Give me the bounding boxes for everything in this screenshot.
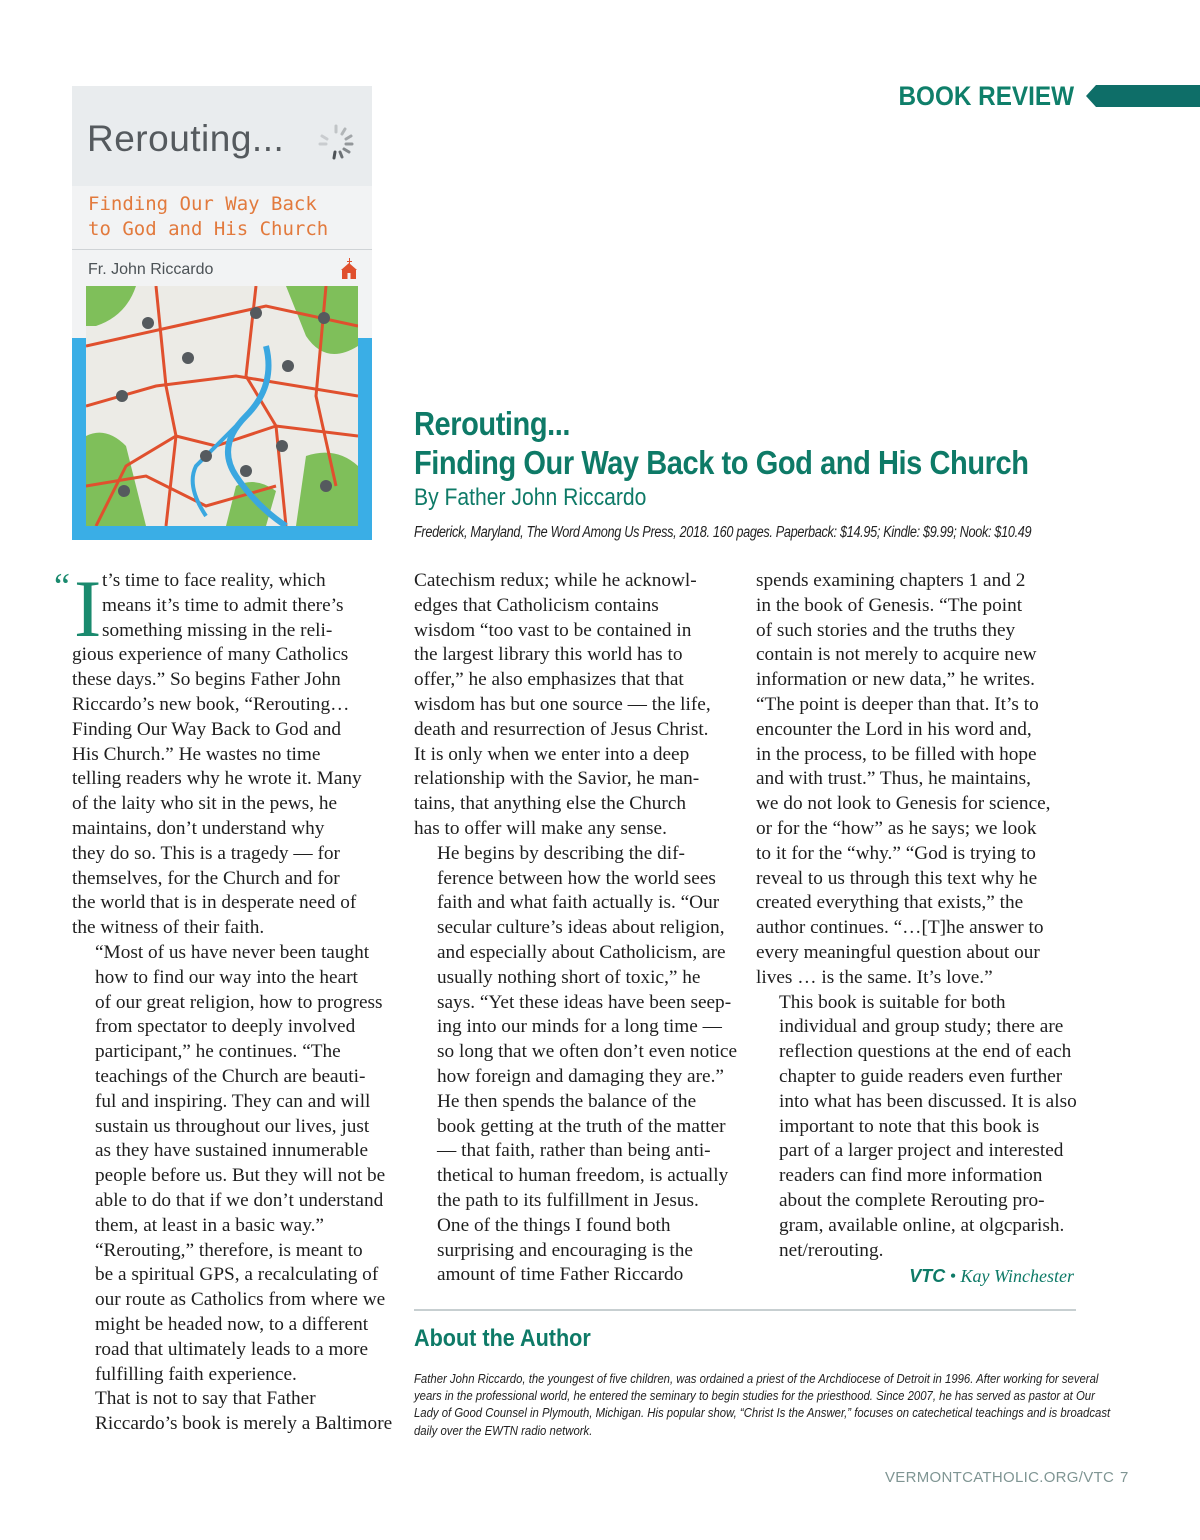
cover-subtitle-line: Finding Our Way Back — [88, 193, 317, 215]
text-line: That is not to say that Father — [95, 1388, 316, 1410]
text-line: death and resurrection of Jesus Christ. — [414, 718, 709, 740]
text-line: important to note that this book is — [779, 1115, 1040, 1137]
text-line: encounter the Lord in his word and, — [756, 718, 1032, 740]
text-line: in the process, to be filled with hope — [756, 743, 1037, 765]
text-line: and especially about Catholicism, are — [437, 941, 726, 963]
about-line: Lady of Good Counsel in Plymouth, Michigan. His popular show, “Christ Is the Answer,” focuses on catechetical teachings and is broadcast — [414, 1405, 1111, 1421]
article-headline — [414, 404, 1029, 482]
paragraph — [414, 1090, 739, 1214]
text-line: readers can find more information — [779, 1165, 1043, 1187]
text-line: “The point is deeper than that. It’s to — [756, 693, 1039, 715]
cover-subtitle — [88, 192, 358, 242]
cover-map — [86, 286, 358, 526]
section-tag — [879, 78, 1200, 114]
text-line: maintains, don’t understand why — [72, 817, 325, 839]
cover-divider — [72, 249, 372, 250]
text-line: how to find our way into the heart — [95, 966, 358, 988]
cover-subtitle-line: to God and His Church — [88, 218, 329, 240]
text-line: we do not look to Genesis for science, — [756, 793, 1051, 815]
text-line: created everything that exists,” the — [756, 892, 1024, 914]
text-line: gram, available online, at olgcparish. — [779, 1214, 1065, 1236]
paragraph — [72, 1387, 392, 1437]
text-line: and with trust.” Thus, he maintains, — [756, 768, 1031, 790]
text-line: surprising and encouraging is the — [437, 1239, 693, 1261]
signature-org: VTC — [909, 1266, 946, 1286]
text-line: might be headed now, to a different — [95, 1313, 369, 1335]
text-line: people before us. But they will not be — [95, 1165, 386, 1187]
text-line: wisdom “too vast to be contained in — [414, 619, 692, 641]
about-text — [414, 1370, 1111, 1439]
text-line: they do so. This is a tragedy — for — [72, 842, 340, 864]
text-line: says. “Yet these ideas have been seep- — [437, 991, 732, 1013]
text-line: Riccardo’s new book, “Rerouting… — [72, 693, 350, 715]
text-line: has to offer will make any sense. — [414, 817, 667, 839]
text-line: edges that Catholicism contains — [414, 594, 659, 616]
about-heading: About the Author — [414, 1325, 591, 1352]
text-line: He begins by describing the dif- — [437, 842, 685, 864]
text-line: wisdom has but one source — the life, — [414, 693, 711, 715]
text-line: so long that we often don’t even notice — [437, 1041, 738, 1063]
text-line: Riccardo’s book is merely a Baltimore — [95, 1413, 393, 1435]
headline-line: Finding Our Way Back to God and His Church — [414, 444, 1029, 481]
drop-cap: I — [74, 563, 102, 654]
text-line: how foreign and damaging they are.” — [437, 1065, 724, 1087]
text-line: t’s time to face reality, which — [102, 570, 326, 591]
paragraph — [756, 569, 1086, 991]
text-line: means it’s time to admit there’s — [102, 594, 344, 616]
section-tag-tab — [1086, 85, 1200, 107]
cover-title: Rerouting... — [87, 118, 285, 159]
loading-spinner-icon — [316, 122, 356, 162]
text-line: reflection questions at the end of each — [779, 1041, 1072, 1063]
text-line: author continues. “…[T]he answer to — [756, 917, 1044, 939]
text-line: offer,” he also emphasizes that that — [414, 669, 684, 691]
text-line: gious experience of many Catholics — [72, 644, 349, 666]
text-line: these days.” So begins Father John — [72, 669, 341, 691]
text-line: telling readers why he wrote it. Many — [72, 768, 362, 790]
text-line: Catechism redux; while he acknowl- — [414, 570, 697, 591]
section-divider — [414, 1309, 1076, 1311]
text-line: teachings of the Church are beauti- — [95, 1065, 366, 1087]
body-column-2 — [414, 569, 739, 1288]
drop-quote-mark: “ — [54, 566, 70, 606]
text-line: amount of time Father Riccardo — [437, 1264, 684, 1286]
text-line: themselves, for the Church and for — [72, 867, 340, 889]
text-line: the world that is in desperate need of — [72, 892, 357, 914]
text-line: thetical to human freedom, is actually — [437, 1165, 729, 1187]
text-line: contain is not merely to acquire new — [756, 644, 1037, 666]
text-line: He then spends the balance of the — [437, 1090, 697, 1112]
publication-info: Frederick, Maryland, The Word Among Us Press, 2018. 160 pages. Paperback: $14.95; Kindle: $9.99; Nook: $10.49 — [414, 524, 1032, 541]
text-line: individual and group study; there are — [779, 1016, 1064, 1038]
text-line: book getting at the truth of the matter — [437, 1115, 726, 1137]
text-line: be a spiritual GPS, a recalculating of — [95, 1264, 379, 1286]
text-line: the path to its fulfillment in Jesus. — [437, 1189, 699, 1211]
text-line: It is only when we enter into a deep — [414, 743, 690, 765]
text-line: “Most of us have never been taught — [95, 941, 370, 963]
text-line: information or new data,” he writes. — [756, 669, 1035, 691]
signature-separator: • — [945, 1266, 961, 1286]
section-tag-label: BOOK REVIEW — [898, 80, 1074, 111]
text-line: them, at least in a basic way.” — [95, 1214, 324, 1236]
paragraph — [414, 569, 739, 842]
text-line: about the complete Rerouting pro- — [779, 1189, 1045, 1211]
text-line: faith and what faith actually is. “Our — [437, 892, 720, 914]
text-line: chapter to guide readers even further — [779, 1065, 1063, 1087]
text-line: in the book of Genesis. “The point — [756, 594, 1023, 616]
text-line: net/rerouting. — [779, 1239, 884, 1261]
text-line: participant,” he continues. “The — [95, 1041, 341, 1063]
text-line: as they have sustained innumerable — [95, 1140, 369, 1162]
text-line: of the laity who sit in the pews, he — [72, 793, 338, 815]
about-line: daily over the EWTN radio network. — [414, 1422, 593, 1438]
paragraph — [756, 991, 1086, 1264]
text-line: One of the things I found both — [437, 1214, 671, 1236]
headline-line: Rerouting... — [414, 405, 571, 442]
paragraph — [414, 1214, 739, 1288]
text-line: ful and inspiring. They can and will — [95, 1090, 371, 1112]
text-line: usually nothing short of toxic,” he — [437, 966, 701, 988]
paragraph — [72, 941, 392, 1239]
page-number: 7 — [1120, 1469, 1129, 1486]
text-line: the witness of their faith. — [72, 917, 265, 939]
about-line: years in the professional world, he entered the seminary to begin studies for the priesthood. Since 2007, he has served as pastor at Our — [414, 1388, 1095, 1404]
text-line: from spectator to deeply involved — [95, 1016, 356, 1038]
text-line: every meaningful question about our — [756, 941, 1040, 963]
text-line: road that ultimately leads to a more — [95, 1338, 369, 1360]
text-line: secular culture’s ideas about religion, — [437, 917, 725, 939]
text-line: the largest library this world has to — [414, 644, 683, 666]
text-line: our route as Catholics from where we — [95, 1289, 386, 1311]
review-signature — [909, 1266, 1074, 1287]
text-line: This book is suitable for both — [779, 991, 1006, 1013]
text-line: of our great religion, how to progress — [95, 991, 383, 1013]
text-line: Finding Our Way Back to God and — [72, 718, 342, 740]
text-line: reveal to us through this text why he — [756, 867, 1038, 889]
text-line: tains, that anything else the Church — [414, 793, 687, 815]
text-line: fulfilling faith experience. — [95, 1363, 297, 1385]
text-line: ing into our minds for a long time — — [437, 1016, 722, 1038]
text-line: to it for the “why.” “God is trying to — [756, 842, 1036, 864]
about-line: Father John Riccardo, the youngest of five children, was ordained a priest of the Archdiocese of Detroit in 1996. After working for several — [414, 1371, 1099, 1386]
text-line: or for the “how” as he says; we look — [756, 817, 1037, 839]
text-line: spends examining chapters 1 and 2 — [756, 570, 1026, 591]
text-line: into what has been discussed. It is also — [779, 1090, 1077, 1112]
text-line: “Rerouting,” therefore, is meant to — [95, 1239, 363, 1261]
paragraph — [414, 842, 739, 1090]
text-line: part of a larger project and interested — [779, 1140, 1064, 1162]
text-line: something missing in the reli- — [102, 619, 333, 641]
cover-author: Fr. John Riccardo — [88, 261, 214, 278]
text-line: relationship with the Savior, he man- — [414, 768, 700, 790]
text-line: — that faith, rather than being anti- — [437, 1140, 711, 1162]
text-line: sustain us throughout our lives, just — [95, 1115, 370, 1137]
body-column-1 — [72, 563, 393, 1437]
signature-name: Kay Winchester — [960, 1266, 1074, 1286]
body-column-3 — [756, 569, 1086, 1263]
book-cover — [72, 86, 372, 540]
text-line: lives … is the same. It’s love.” — [756, 966, 993, 988]
text-line: able to do that if we don’t understand — [95, 1189, 384, 1211]
church-icon — [340, 258, 358, 280]
text-line: ference between how the world sees — [437, 867, 716, 889]
footer-url: VERMONTCATHOLIC.ORG/VTC — [885, 1469, 1115, 1486]
text-line: of such stories and the truths they — [756, 619, 1016, 641]
article-byline: By Father John Riccardo — [414, 484, 647, 511]
paragraph — [72, 563, 392, 941]
paragraph — [72, 1239, 392, 1388]
text-line: His Church.” He wastes no time — [72, 743, 321, 765]
